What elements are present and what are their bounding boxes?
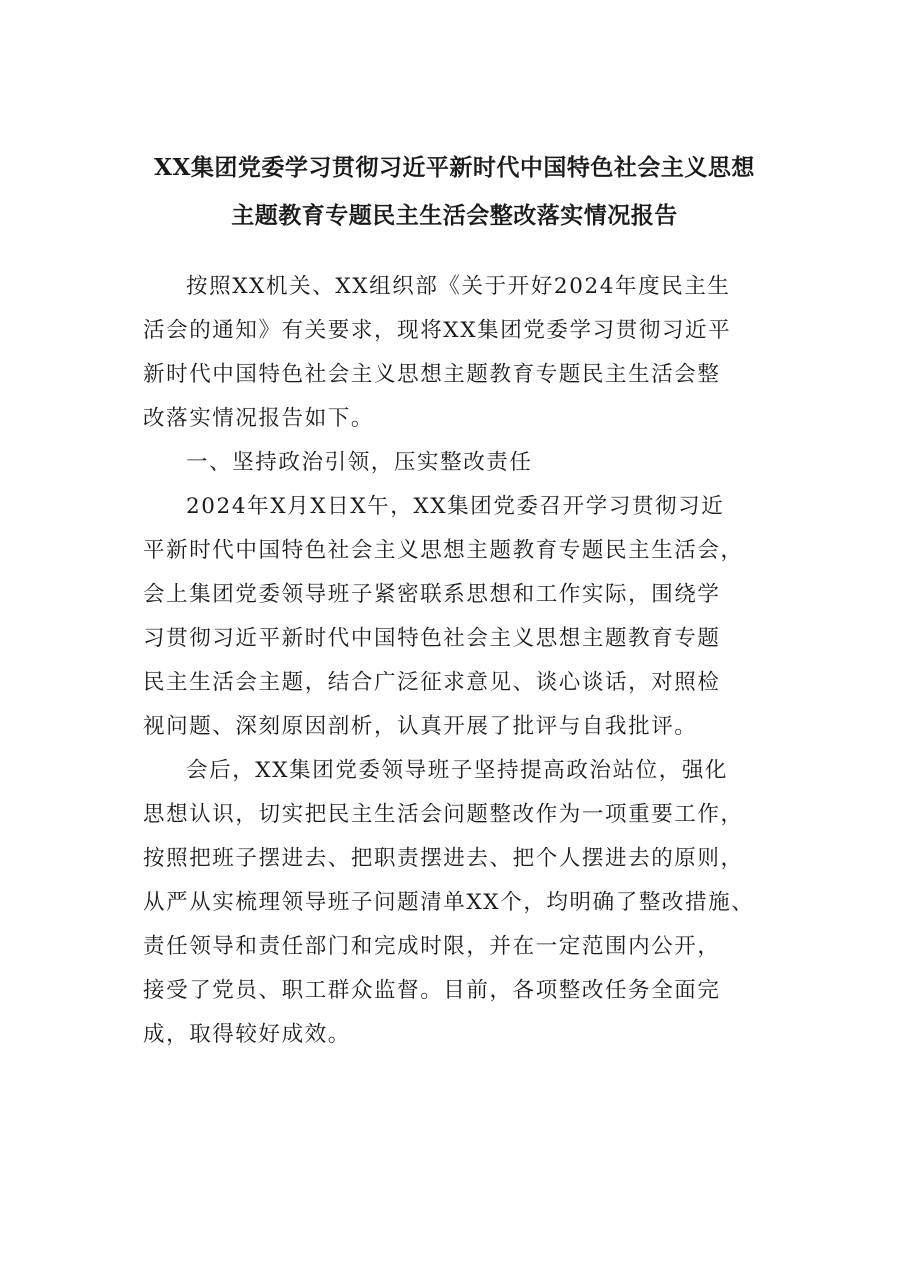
paragraph-2-line-5: 民主生活会主题，结合广泛征求意见、谈心谈话，对照检 (143, 670, 721, 695)
paragraph-1-line-1: 按照XX机关、XX组织部《关于开好2024年度民主生 (186, 274, 731, 299)
paragraph-1-line-2: 活会的通知》有关要求，现将XX集团党委学习贯彻习近平 (143, 318, 732, 343)
document-body (143, 272, 783, 1064)
document-title-line-1: XX集团党委学习贯彻习近平新时代中国特色社会主义思想 (154, 154, 755, 181)
paragraph-3-line-2: 思想认识，切实把民主生活会问题整改作为一项重要工作， (143, 802, 744, 827)
document-title-line-2: 主题教育专题民主生活会整改落实情况报告 (231, 202, 678, 229)
section-heading-1: 一、坚持政治引领，压实整改责任 (186, 450, 533, 475)
paragraph-2-line-2: 平新时代中国特色社会主义思想主题教育专题民主生活会， (143, 538, 744, 563)
paragraph-3-line-7: 成，取得较好成效。 (143, 1022, 351, 1047)
paragraph-3-line-4: 从严从实梳理领导班子问题清单XX个，均明确了整改措施、 (143, 890, 755, 915)
paragraph-1-line-3: 新时代中国特色社会主义思想主题教育专题民主生活会整 (143, 362, 721, 387)
paragraph-3-line-1: 会后，XX集团党委领导班子坚持提高政治站位，强化 (186, 758, 729, 783)
paragraph-2-line-3: 会上集团党委领导班子紧密联系思想和工作实际，围绕学 (143, 582, 721, 607)
paragraph-2-line-6: 视问题、深刻原因剖析，认真开展了批评与自我批评。 (143, 714, 698, 739)
paragraph-3-line-5: 责任领导和责任部门和完成时限，并在一定范围内公开， (143, 934, 721, 959)
paragraph-2-line-4: 习贯彻习近平新时代中国特色社会主义思想主题教育专题 (143, 626, 721, 651)
paragraph-3-line-6: 接受了党员、职工群众监督。目前，各项整改任务全面完 (143, 978, 721, 1003)
paragraph-1-line-4: 改落实情况报告如下。 (143, 406, 375, 431)
paragraph-2-line-1: 2024年X月X日X午，XX集团党委召开学习贯彻习近 (186, 494, 725, 519)
paragraph-3-line-3: 按照把班子摆进去、把职责摆进去、把个人摆进去的原则， (143, 846, 744, 871)
